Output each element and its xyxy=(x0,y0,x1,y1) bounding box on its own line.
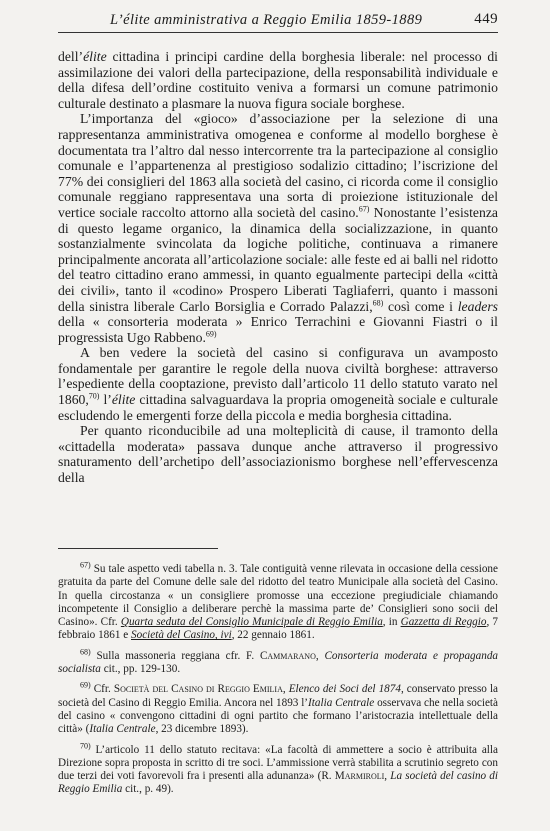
paragraph: A ben vedere la società del casino si configurava un avamposto fondamentale per garantire le regole della nuova civiltà borghese: attraverso l’espediente della cooptazione, previsto dall’articolo 11 dello statuto varato nel 1860,$^{70)}$ l’élite cittadina salvaguardava la propria omogeneità sociale e culturale escludendo le emergenti forze della piccola e media borghesia cittadina. xyxy=(58,345,498,423)
footnote-67: $^{67)}$ Su tale aspetto vedi tabella n. 3. Tale contiguità venne rilevata in occasione della cessione gratuita da parte del Comune delle sale del ridotto del teatro Municipale alla società del Casino. In quella circostanza « un consigliere promosse una eccezione pregiudiciale chiamando incompetente il Consiglio a deliberare perchè la massima parte de’ Consiglieri sono socii del Casino». Cfr. Quarta seduta del Consiglio Municipale di Reggio Emilia, in Gazzetta di Reggio, 7 febbraio 1861 e Società del Casino, ivi, 22 gennaio 1861. xyxy=(58,560,499,642)
footnote-70: $^{70)}$ L’articolo 11 dello statuto recitava: «La facoltà di ammettere a socio è attribuita alla Direzione sopra proposta in scritto di tre soci. L’ammissione verrà stabilita a scrutinio segreto con due terzi dei voti favorevoli fra i presenti alla adunanza» (R. Marmiroli, La società del casino di Reggio Emilia cit., p. 49). xyxy=(58,740,499,796)
footnotes xyxy=(58,560,499,804)
main-text xyxy=(58,49,498,486)
footnote-68: $^{68)}$ Sulla massoneria reggiana cfr. F. Cammarano, Consorteria moderata e propaganda socialista cit., pp. 129-130. xyxy=(58,647,499,676)
footnote-69: $^{69)}$ Cfr. Società del Casino di Reggio Emilia, Elenco dei Soci del 1874, conservato presso la società del Casino di Reggio Emilia. Ancora nel 1893 l’Italia Centrale osservava che nella società del casino « convengono cittadini di ogni partito che formano l’aristocrazia intellettuale della città» (Italia Centrale, 23 dicembre 1893). xyxy=(58,680,499,736)
page-number: 449 xyxy=(474,11,498,27)
paragraph: Per quanto riconducibile ad una molteplicità di cause, il tramonto della «cittadella moderata» passava dunque anche attraverso il progressivo snaturamento dell’archetipo dell’associazionismo borghese nell’effervescenza della xyxy=(58,423,498,486)
running-header xyxy=(58,10,498,33)
paragraph: dell’élite cittadina i principi cardine della borghesia liberale: nel processo di assimilazione dei valori della partecipazione, della responsabilità individuale e della difesa dell’ordine costituito veniva a formarsi un comune patrimonio culturale destinato a plasmare la nuova figura sociale borghese. xyxy=(58,49,498,111)
running-title: L’élite amministrativa a Reggio Emilia 1859-1889 xyxy=(110,12,423,28)
footnote-separator xyxy=(58,548,218,549)
paragraph: L’importanza del «gioco» d’associazione per la selezione di una rappresentanza amministrativa omogenea e conforme al modello borghese è documentata tra l’altro dal nesso intercorrente tra la partecipazione al consiglio comunale e l’appartenenza al prestigioso sodalizio cittadino; l’iscrizione del 77% dei consiglieri del 1863 alla società del casino, ci ricorda come il consiglio comunale reggiano rappresentava una sorta di proiezione istituzionale del vertice sociale raccolto attorno alla società del casino.$^{67)}$ Nonostante l’esistenza di questo legame organico, la dinamica della socializzazione, in quanto sostanzialmente svincolata da logiche politiche, continuava a rimanere principalmente ancorata all’articolazione sociale: alle feste ed ai balli nel ridotto del teatro cittadino erano ammessi, in quanto egualmente partecipi della «città dei civili», tanto il «codino» Prospero Liberati Tagliaferri, quanto i massoni della sinistra liberale Carlo Borsiglia e Corrado Palazzi,$^{68)}$ così come i leaders della « consorteria moderata » Enrico Terrachini e Giovanni Fiastri o il progressista Ugo Rabbeno.$^{69)}$ xyxy=(58,111,499,345)
